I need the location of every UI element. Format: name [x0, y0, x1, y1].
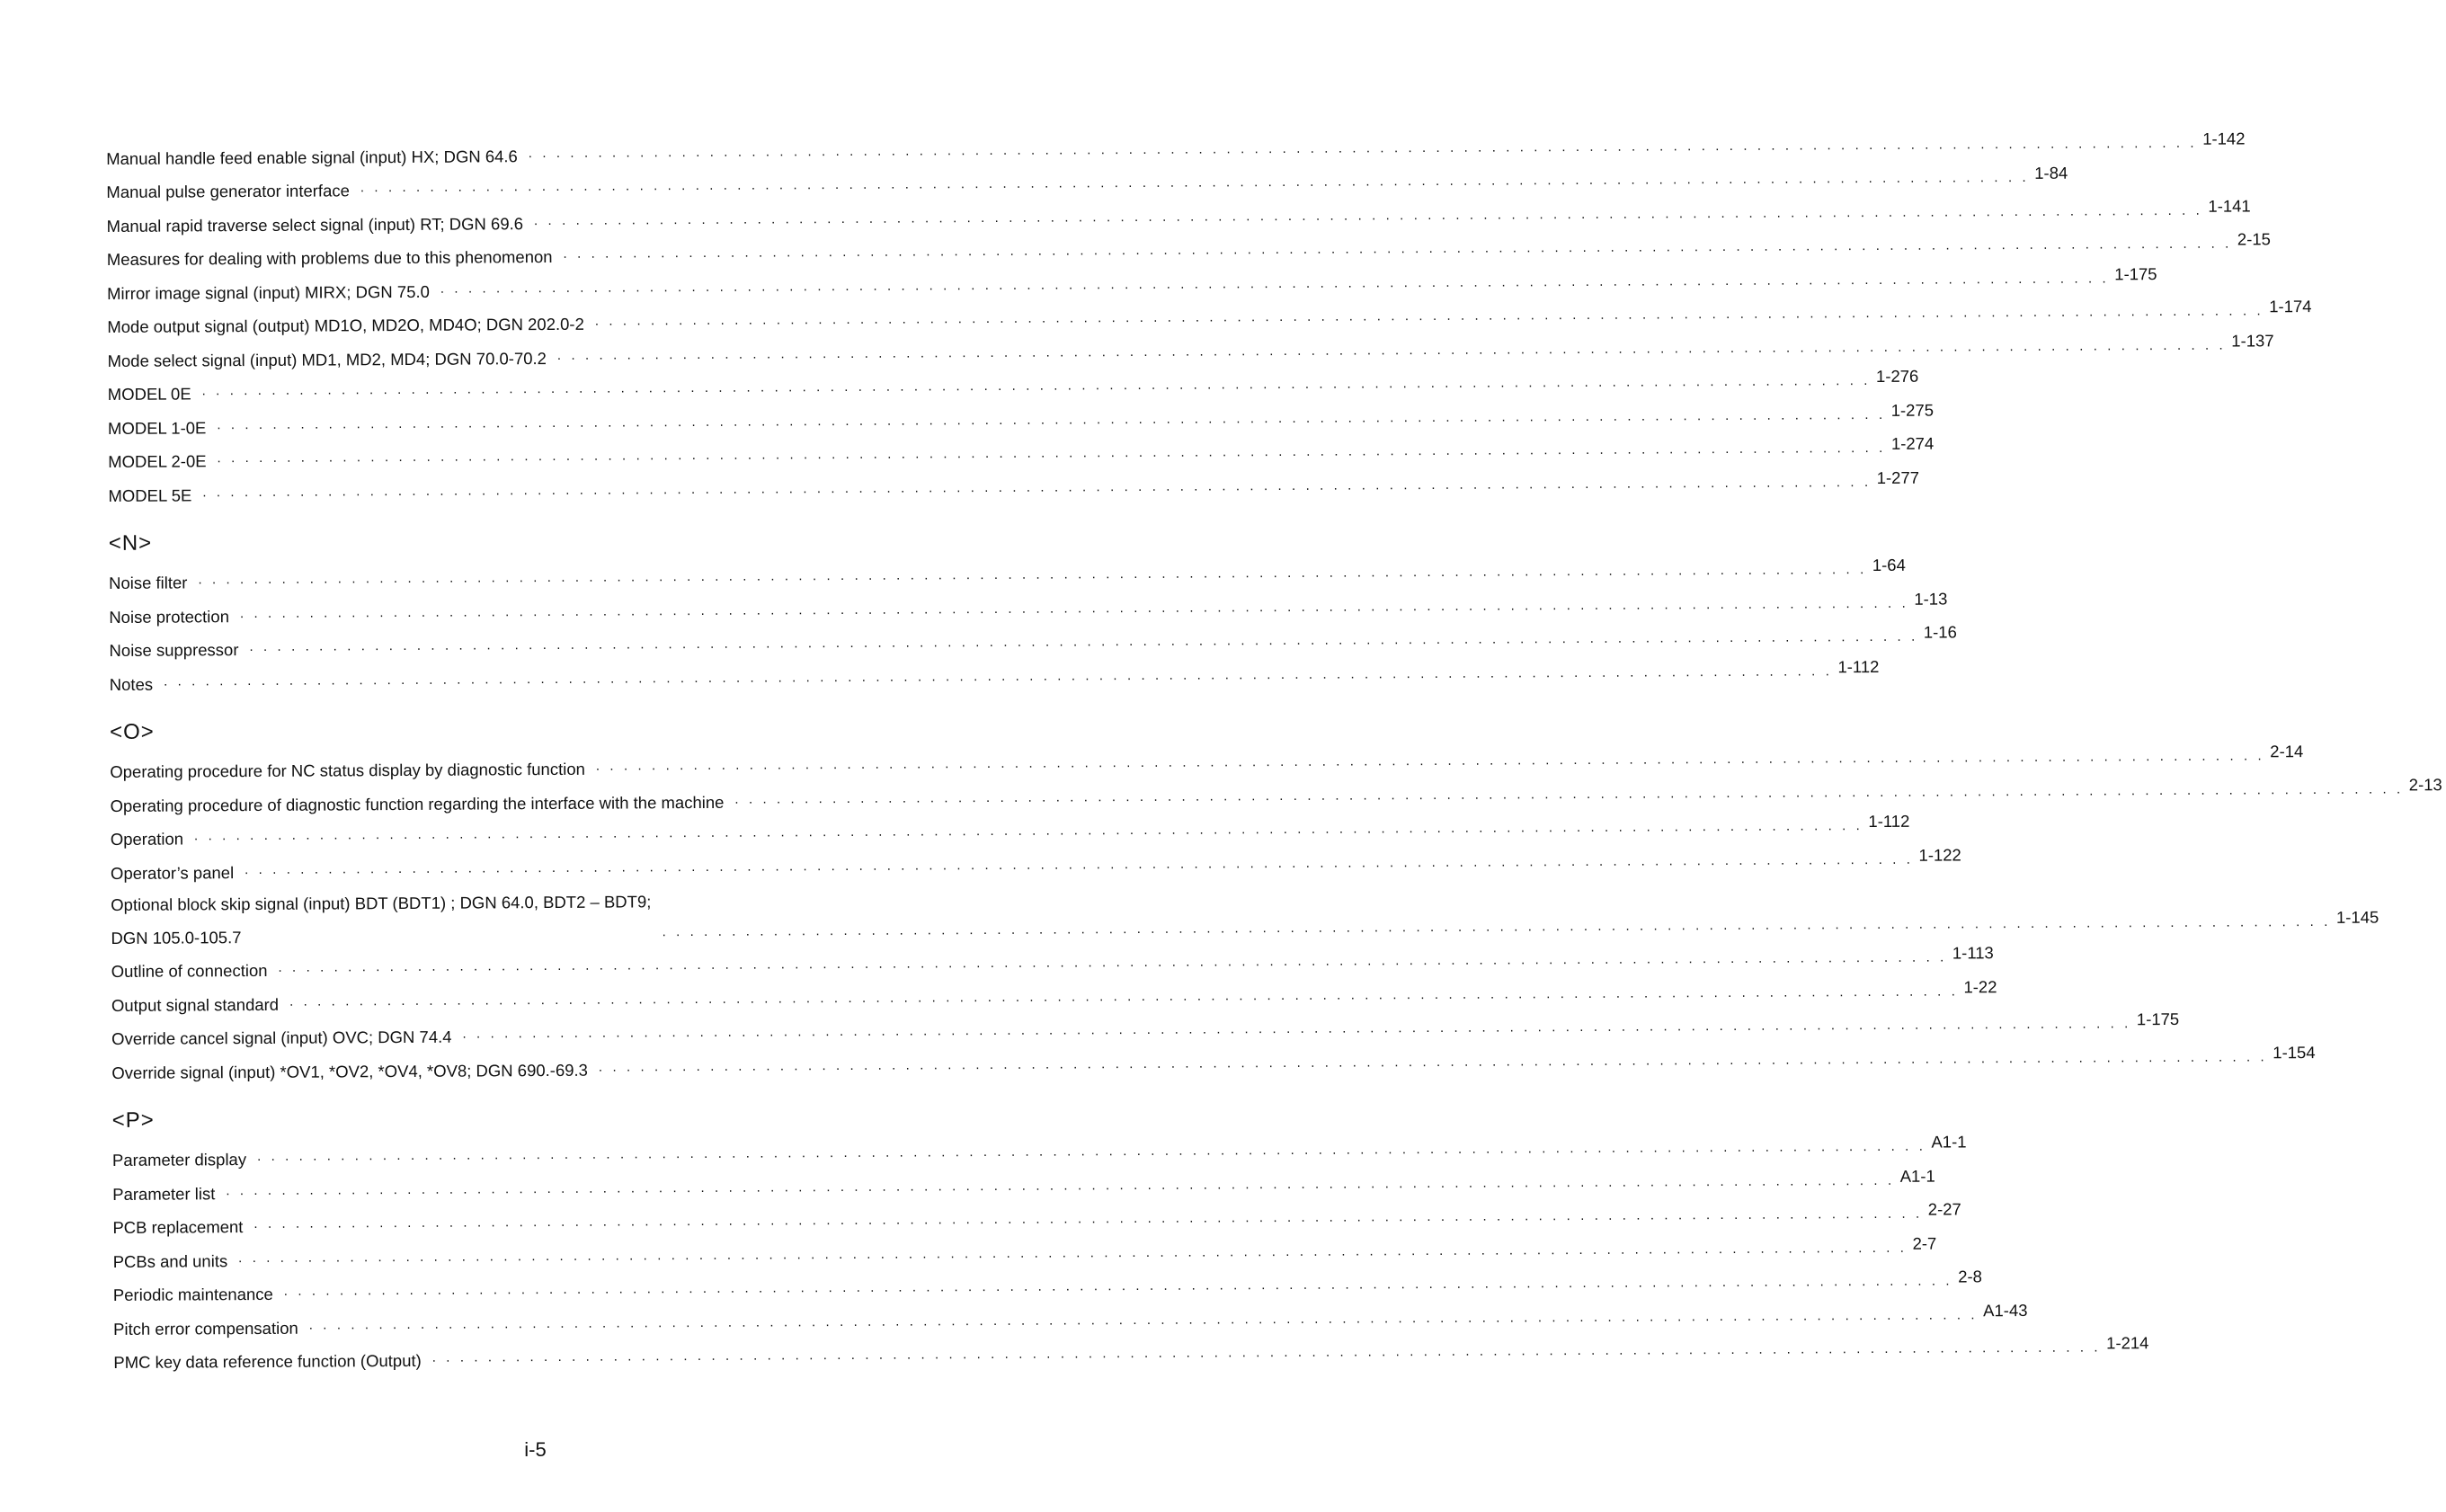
- entry-page-reference: A1-43: [1983, 1300, 2028, 1320]
- index-entry: [109, 622, 1957, 661]
- entry-label: Mode output signal (output) MD1O, MD2O, MD4O; DGN 202.0-2: [107, 314, 584, 336]
- index-entry: [111, 943, 1994, 982]
- entry-label: PMC key data reference function (Output): [113, 1350, 422, 1372]
- index-entry: [109, 588, 1948, 627]
- section-heading: <P>: [111, 1107, 155, 1133]
- entry-page-reference: A1-1: [1899, 1166, 1935, 1186]
- index-entry: [107, 330, 2274, 370]
- entry-page-reference: 1-274: [1890, 433, 1935, 453]
- entry-page-reference: 1-142: [2202, 128, 2246, 148]
- dot-leader: . . . . . . . . . . . . . . . . . . . . . . . . . . . . . . . . . . . . . . . . . . . . . . . . . . . . . . . . . . . . . . . . . . . . . . . . . . . . . . . . . . . . . . . . . . . . . . . . . . . . . . . . . . . . . . . . . . . . . . . .: [440, 270, 2110, 297]
- dot-leader: . . . . . . . . . . . . . . . . . . . . . . . . . . . . . . . . . . . . . . . . . . . . . . . . . . . . . . . . . . . . . . . . . . . . . . . . . . . . . . . . . . . . . . . . . . . . . . . . . . . . . . . . . . . . . . . . . . . . . . . .: [598, 1048, 2268, 1075]
- dot-leader: . . . . . . . . . . . . . . . . . . . . . . . . . . . . . . . . . . . . . . . . . . . . . . . . . . . . . . . . . . . . . . . . . . . . . . . . . . . . . . . . . . . . . . . . . . . . . . . . . . . . . . . . . . . . . . . . . . . . . . . .: [217, 440, 1886, 467]
- entry-label: Manual pulse generator interface: [106, 181, 350, 201]
- dot-leader: . . . . . . . . . . . . . . . . . . . . . . . . . . . . . . . . . . . . . . . . . . . . . . . . . . . . . . . . . . . . . . . . . . . . . . . . . . . . . . . . . . . . . . . . . . . . . . . . . . . . . . . . . . . . . . . . . . . . . . . .: [462, 1016, 2131, 1042]
- entry-page-reference: 2-13: [2408, 774, 2442, 794]
- index-entry: [111, 1042, 2316, 1082]
- dot-leader: . . . . . . . . . . . . . . . . . . . . . . . . . . . . . . . . . . . . . . . . . . . . . . . . . . . . . . . . . . . . . . . . . . . . . . . . . . . . . . . . . . . . . . . . . . . . . . . . . . . . . . . . . . . . . . . . . . . . . . . .: [556, 337, 2227, 363]
- entry-label: Measures for dealing with problems due to this phenomenon: [106, 246, 553, 269]
- entry-page-reference: 1-214: [2106, 1333, 2149, 1353]
- entry-label: Outline of connection: [111, 960, 268, 981]
- entry-label: Notes: [109, 674, 154, 694]
- entry-label: Operator’s panel: [110, 862, 235, 883]
- entry-page-reference: 1-175: [2136, 1009, 2180, 1029]
- entry-label: Manual handle feed enable signal (input) HX; DGN 64.6: [106, 146, 518, 168]
- dot-leader: . . . . . . . . . . . . . . . . . . . . . . . . . . . . . . . . . . . . . . . . . . . . . . . . . . . . . . . . . . . . . . . . . . . . . . . . . . . . . . . . . . . . . . . . . . . . . . . . . . . . . . . . . . . . . . . . . . . . . . . .: [193, 818, 1863, 844]
- entry-page-reference: 1-175: [2114, 263, 2157, 283]
- entry-label: Pitch error compensation: [113, 1318, 298, 1339]
- index-entry: [106, 163, 2068, 202]
- dot-leader: . . . . . . . . . . . . . . . . . . . . . . . . . . . . . . . . . . . . . . . . . . . . . . . . . . . . . . . . . . . . . . . . . . . . . . . . . . . . . . . . . . . . . . . . . . . . . . . . . . . . . . . . . . . . . . . . . . . . . . . .: [594, 303, 2264, 329]
- entry-page-reference: 1-276: [1875, 366, 1919, 386]
- entry-label: Override signal (input) *OV1, *OV2, *OV4, *OV8; DGN 690.-69.3: [111, 1060, 588, 1082]
- entry-page-reference: 1-275: [1890, 400, 1935, 420]
- dot-leader: . . . . . . . . . . . . . . . . . . . . . . . . . . . . . . . . . . . . . . . . . . . . . . . . . . . . . . . . . . . . . . . . . . . . . . . . . . . . . . . . . . . . . . . . . . . . . . . . . . . . . . . . . . . . . . . . . . . . . . . .: [256, 1138, 1926, 1164]
- index-entry: [106, 229, 2271, 270]
- index-entry: [108, 555, 1906, 593]
- entry-page-reference: 1-154: [2273, 1042, 2316, 1062]
- dot-leader: . . . . . . . . . . . . . . . . . . . . . . . . . . . . . . . . . . . . . . . . . . . . . . . . . . . . . . . . . . . . . . . . . . . . . . . . . . . . . . . . . . . . . . . . . . . . . . . . . . . . . . . . . . . . . . . . . . . . . . . .: [278, 949, 1947, 975]
- entry-label: MODEL 1-0E: [107, 417, 207, 438]
- dot-leader: . . . . . . . . . . . . . . . . . . . . . . . . . . . . . . . . . . . . . . . . . . . . . . . . . . . . . . . . . . . . . . . . . . . . . . . . . . . . . . . . . . . . . . . . . . . . . . . . . . . . . . . . . . . . . . . . . . . . . . . .: [238, 1240, 1908, 1266]
- index-entry: [107, 297, 2312, 337]
- index-entry: [108, 467, 1920, 505]
- dot-leader: . . . . . . . . . . . . . . . . . . . . . . . . . . . . . . . . . . . . . . . . . . . . . . . . . . . . . . . . . . . . . . . . . . . . . . . . . . . . . . . . . . . . . . . . . . . . . . . . . . . . . . . . . . . . . . . . . . . . . . . .: [163, 663, 1833, 689]
- entry-page-reference: 1-174: [2269, 297, 2312, 316]
- entry-page-reference: 1-112: [1837, 656, 1880, 676]
- dot-leader: . . . . . . . . . . . . . . . . . . . . . . . . . . . . . . . . . . . . . . . . . . . . . . . . . . . . . . . . . . . . . . . . . . . . . . . . . . . . . . . . . . . . . . . . . . . . . . . . . . . . . . . . . . . . . . . . . . . . . . . .: [283, 1273, 1953, 1299]
- entry-label: Parameter display: [111, 1150, 247, 1170]
- dot-leader: . . . . . . . . . . . . . . . . . . . . . . . . . . . . . . . . . . . . . . . . . . . . . . . . . . . . . . . . . . . . . . . . . . . . . . . . . . . . . . . . . . . . . . . . . . . . . . . . . . . . . . . . . . . . . . . . . . . . . . . .: [431, 1339, 2102, 1365]
- index-entry: [109, 655, 1880, 694]
- entry-page-reference: 2-7: [1912, 1233, 1937, 1253]
- entry-page-reference: 1-113: [1952, 943, 1994, 963]
- entry-label: PCB replacement: [112, 1217, 244, 1237]
- index-entry: [107, 366, 1919, 405]
- entry-page-reference: 1-22: [1963, 976, 1997, 996]
- entry-label: Operating procedure for NC status display by diagnostic function: [110, 759, 585, 781]
- entry-page-reference: 1-141: [2208, 195, 2251, 216]
- dot-leader: . . . . . . . . . . . . . . . . . . . . . . . . . . . . . . . . . . . . . . . . . . . . . . . . . . . . . . . . . . . . . . . . . . . . . . . . . . . . . . . . . . . . . . . . . . . . . . . . . . . . . . . . . . . . . . . . . . . . . . . .: [217, 406, 1886, 432]
- entry-page-reference: 1-145: [2335, 907, 2379, 927]
- dot-leader: . . . . . . . . . . . . . . . . . . . . . . . . . . . . . . . . . . . . . . . . . . . . . . . . . . . . . . . . . . . . . . . . . . . . . . . . . . . . . . . . . . . . . . . . . . . . . . . . . . . . . . . . . . . . . . . . . . . . . . . .: [289, 983, 1959, 1009]
- index-entry: [110, 774, 2442, 815]
- entry-label: Optional block skip signal (input) BDT (BDT1) ; DGN 64.0, BDT2 – BDT9;: [111, 891, 652, 914]
- dot-leader: . . . . . . . . . . . . . . . . . . . . . . . . . . . . . . . . . . . . . . . . . . . . . . . . . . . . . . . . . . . . . . . . . . . . . . . . . . . . . . . . . . . . . . . . . . . . . . . . . . . . . . . . . . . . . . . . . . . . . . . .: [249, 628, 1918, 655]
- dot-leader: . . . . . . . . . . . . . . . . . . . . . . . . . . . . . . . . . . . . . . . . . . . . . . . . . . . . . . . . . . . . . . . . . . . . . . . . . . . . . . . . . . . . . . . . . . . . . . . . . . . . . . . . . . . . . . . . . . . . . . . .: [201, 373, 1872, 399]
- dot-leader: . . . . . . . . . . . . . . . . . . . . . . . . . . . . . . . . . . . . . . . . . . . . . . . . . . . . . . . . . . . . . . . . . . . . . . . . . . . . . . . . . . . . . . . . . . . . . . . . . . . . . . . . . . . . . . . . . . . . . . . .: [253, 1205, 1923, 1232]
- entry-page-reference: 1-277: [1876, 467, 1920, 487]
- entry-page-reference: 1-137: [2231, 330, 2274, 351]
- index-entry: [106, 195, 2251, 236]
- index-entry: [112, 1165, 1935, 1204]
- index-entry: [112, 1199, 1961, 1238]
- entry-label: Parameter list: [112, 1183, 216, 1204]
- entry-page-reference: A1-1: [1931, 1132, 1967, 1152]
- index-entry: [110, 844, 1961, 883]
- entry-label: Noise protection: [109, 606, 230, 627]
- entry-page-reference: 2-15: [2237, 229, 2271, 249]
- entry-label: Noise filter: [108, 573, 188, 592]
- index-entry: [107, 263, 2157, 303]
- index-entry: [112, 1232, 1937, 1271]
- entry-label: MODEL 5E: [108, 485, 192, 505]
- entry-label: Output signal standard: [111, 994, 280, 1015]
- entry-page-reference: 1-84: [2034, 163, 2068, 182]
- dot-leader: . . . . . . . . . . . . . . . . . . . . . . . . . . . . . . . . . . . . . . . . . . . . . . . . . . . . . . . . . . . . . . . . . . . . . . . . . . . . . . . . . . . . . . . . . . . . . . . . . . . . . . . . . . . . . . . . . . . . . . . .: [245, 851, 1914, 877]
- entry-label: Operating procedure of diagnostic function regarding the interface with the machine: [110, 792, 725, 815]
- index-entry: [110, 742, 2304, 782]
- index-entry: [106, 128, 2246, 169]
- dot-leader: . . . . . . . . . . . . . . . . . . . . . . . . . . . . . . . . . . . . . . . . . . . . . . . . . . . . . . . . . . . . . . . . . . . . . . . . . . . . . . . . . . . . . . . . . . . . . . . . . . . . . . . . . . . . . . . . . . . . . . . .: [563, 236, 2232, 262]
- entry-page-reference: 1-13: [1914, 588, 1948, 609]
- dot-leader: . . . . . . . . . . . . . . . . . . . . . . . . . . . . . . . . . . . . . . . . . . . . . . . . . . . . . . . . . . . . . . . . . . . . . . . . . . . . . . . . . . . . . . . . . . . . . . . . . . . . . . . . . . . . . . . . . . . . . . . .: [239, 595, 1909, 621]
- index-entry: [111, 878, 2379, 947]
- dot-leader: . . . . . . . . . . . . . . . . . . . . . . . . . . . . . . . . . . . . . . . . . . . . . . . . . . . . . . . . . . . . . . . . . . . . . . . . . . . . . . . . . . . . . . . . . . . . . . . . . . . . . . . . . . . . . . . . . . . . . . . .: [198, 562, 1867, 588]
- dot-leader: . . . . . . . . . . . . . . . . . . . . . . . . . . . . . . . . . . . . . . . . . . . . . . . . . . . . . . . . . . . . . . . . . . . . . . . . . . . . . . . . . . . . . . . . . . . . . . . . . . . . . . . . . . . . . . . . . . . . . . . .: [533, 202, 2203, 228]
- entry-label: Mode select signal (input) MD1, MD2, MD4; DGN 70.0-70.2: [107, 348, 547, 370]
- page-number: i-5: [524, 1438, 547, 1461]
- entry-label: Mirror image signal (input) MIRX; DGN 75.0: [107, 281, 430, 303]
- entry-label: PCBs and units: [112, 1250, 228, 1271]
- entry-label: Noise suppressor: [109, 640, 239, 660]
- entry-page-reference: 2-8: [1958, 1267, 1982, 1286]
- index-page: [106, 128, 2442, 1373]
- index-entry: [113, 1333, 2149, 1373]
- index-entry: [113, 1300, 2028, 1339]
- dot-leader: . . . . . . . . . . . . . . . . . . . . . . . . . . . . . . . . . . . . . . . . . . . . . . . . . . . . . . . . . . . . . . . . . . . . . . . . . . . . . . . . . . . . . . . . . . . . . . . . . . . . . . . . . . . . . . . . . . . . . . . .: [595, 748, 2265, 774]
- entry-page-reference: 1-112: [1868, 811, 1910, 832]
- index-entry: [107, 399, 1935, 438]
- dot-leader: . . . . . . . . . . . . . . . . . . . . . . . . . . . . . . . . . . . . . . . . . . . . . . . . . . . . . . . . . . . . . . . . . . . . . . . . . . . . . . . . . . . . . . . . . . . . . . . . . . . . . . . . . . . . . . . . . . . . . . . .: [202, 474, 1872, 500]
- entry-label: Operation: [110, 829, 184, 849]
- entry-page-reference: 2-14: [2270, 742, 2304, 761]
- entry-label-continuation: DGN 105.0-105.7: [111, 927, 242, 947]
- dot-leader: . . . . . . . . . . . . . . . . . . . . . . . . . . . . . . . . . . . . . . . . . . . . . . . . . . . . . . . . . . . . . . . . . . . . . . . . . . . . . . . . . . . . . . . . . . . . . . . . . . . . . . . . . . . . . . . . . . . . . . . .: [360, 169, 2030, 196]
- section-heading: <O>: [109, 719, 155, 744]
- dot-leader: . . . . . . . . . . . . . . . . . . . . . . . . . . . . . . . . . . . . . . . . . . . . . . . . . . . . . . . . . . . . . . . . . . . . . . . . . . . . . . . . . . . . . . . . . . . . . . . . . . . . . . . . . . . . . . . . . . . . . . . .: [734, 780, 2404, 807]
- entry-page-reference: 1-64: [1872, 555, 1906, 575]
- entry-label: MODEL 2-0E: [108, 451, 207, 471]
- entry-label: Manual rapid traverse select signal (input) RT; DGN 69.6: [106, 213, 524, 236]
- section-heading: <N>: [108, 530, 153, 556]
- entry-page-reference: 1-122: [1918, 844, 1961, 865]
- entry-label: Override cancel signal (input) OVC; DGN 74.4: [111, 1027, 452, 1048]
- index-entry: [111, 976, 1997, 1015]
- index-entry: [111, 1132, 1967, 1170]
- entry-page-reference: 1-16: [1923, 622, 1957, 642]
- entry-label: MODEL 0E: [107, 384, 191, 404]
- dot-leader: . . . . . . . . . . . . . . . . . . . . . . . . . . . . . . . . . . . . . . . . . . . . . . . . . . . . . . . . . . . . . . . . . . . . . . . . . . . . . . . . . . . . . . . . . . . . . . . . . . . . . . . . . . . . . . . . . . . . . . . .: [662, 913, 2332, 939]
- dot-leader: . . . . . . . . . . . . . . . . . . . . . . . . . . . . . . . . . . . . . . . . . . . . . . . . . . . . . . . . . . . . . . . . . . . . . . . . . . . . . . . . . . . . . . . . . . . . . . . . . . . . . . . . . . . . . . . . . . . . . . . .: [528, 135, 2198, 161]
- index-entry: [112, 1267, 1982, 1305]
- index-entry: [108, 433, 1935, 472]
- index-entry: [110, 811, 1910, 849]
- entry-label: Periodic maintenance: [112, 1284, 273, 1304]
- dot-leader: . . . . . . . . . . . . . . . . . . . . . . . . . . . . . . . . . . . . . . . . . . . . . . . . . . . . . . . . . . . . . . . . . . . . . . . . . . . . . . . . . . . . . . . . . . . . . . . . . . . . . . . . . . . . . . . . . . . . . . . .: [226, 1172, 1895, 1198]
- index-entry: [111, 1009, 2180, 1049]
- dot-leader: . . . . . . . . . . . . . . . . . . . . . . . . . . . . . . . . . . . . . . . . . . . . . . . . . . . . . . . . . . . . . . . . . . . . . . . . . . . . . . . . . . . . . . . . . . . . . . . . . . . . . . . . . . . . . . . . . . . . . . . .: [308, 1306, 1979, 1333]
- entry-page-reference: 2-27: [1927, 1199, 1961, 1219]
